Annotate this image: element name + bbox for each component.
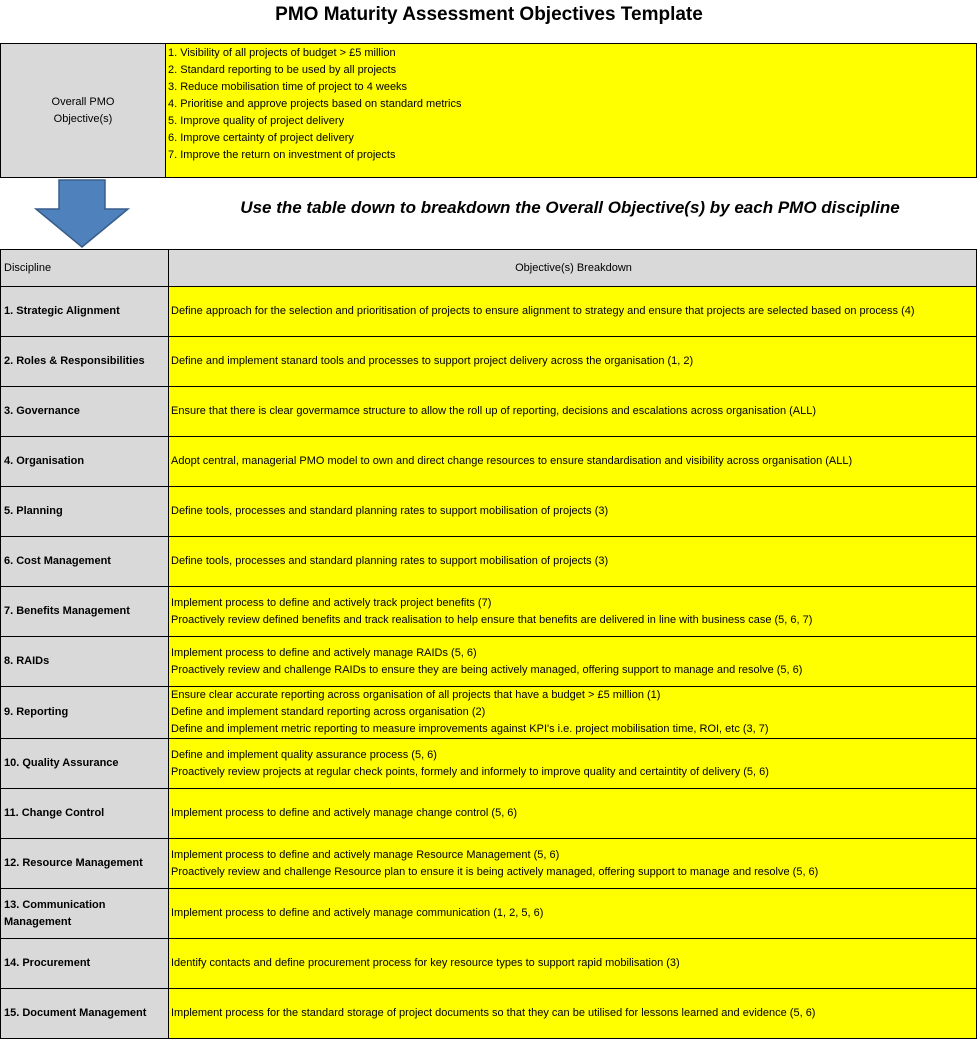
header-breakdown: Objective(s) Breakdown	[169, 250, 977, 287]
table-row	[1, 437, 977, 487]
page-title: PMO Maturity Assessment Objectives Template	[275, 4, 703, 25]
table-row	[1, 789, 977, 839]
overall-label-line-2: Objective(s)	[53, 112, 113, 125]
table-row	[1, 989, 977, 1039]
overall-label-line-1: Overall PMO	[51, 95, 115, 108]
breakdown-line: Implement process to define and actively manage change control (5, 6)	[171, 807, 518, 819]
breakdown-line: Define approach for the selection and prioritisation of projects to ensure alignment to strategy and ensure that projects are selected based on process (4)	[171, 305, 915, 317]
discipline-cell[interactable]: 5. Planning	[1, 487, 169, 537]
breakdown-cell[interactable]	[169, 789, 977, 839]
discipline-cell[interactable]: 13. Communication Management	[1, 889, 169, 939]
table-header-row	[1, 250, 977, 287]
discipline-cell[interactable]: 4. Organisation	[1, 437, 169, 487]
overall-objective-3: 3. Reduce mobilisation time of project to 4 weeks	[168, 81, 408, 93]
breakdown-cell[interactable]	[169, 537, 977, 587]
breakdown-cell[interactable]	[169, 587, 977, 637]
discipline-cell[interactable]: 9. Reporting	[1, 687, 169, 739]
breakdown-line: Implement process to define and actively manage RAIDs (5, 6)	[171, 646, 477, 659]
breakdown-line: Define and implement stanard tools and processes to support project delivery across the organisation (1, 2)	[171, 355, 694, 367]
breakdown-cell[interactable]	[169, 637, 977, 687]
instruction-subtitle: Use the table down to breakdown the Overall Objective(s) by each PMO discipline	[240, 198, 900, 217]
breakdown-line: Ensure clear accurate reporting across organisation of all projects that have a budget > £5 million (1)	[171, 689, 661, 701]
breakdown-line: Implement process for the standard storage of project documents so that they can be utilised for lessons learned and evidence (5, 6)	[171, 1007, 816, 1019]
discipline-cell[interactable]: 8. RAIDs	[1, 637, 169, 687]
overall-objective-6: 6. Improve certainty of project delivery	[168, 132, 354, 144]
breakdown-cell[interactable]	[169, 337, 977, 387]
table-row	[1, 637, 977, 687]
breakdown-cell[interactable]	[169, 437, 977, 487]
breakdown-cell[interactable]	[169, 939, 977, 989]
overall-objective-7: 7. Improve the return on investment of projects	[168, 149, 396, 161]
breakdown-line: Implement process to define and actively manage communication (1, 2, 5, 6)	[171, 907, 544, 919]
overall-objective-2: 2. Standard reporting to be used by all projects	[168, 64, 397, 76]
overall-objective-1: 1. Visibility of all projects of budget > £5 million	[168, 47, 396, 59]
breakdown-cell[interactable]	[169, 387, 977, 437]
discipline-cell[interactable]: 1. Strategic Alignment	[1, 287, 169, 337]
overall-objectives-label	[1, 44, 166, 178]
breakdown-line: Implement process to define and actively track project benefits (7)	[171, 596, 492, 609]
breakdown-line: Define tools, processes and standard planning rates to support mobilisation of projects (3)	[171, 505, 609, 517]
breakdown-cell[interactable]	[169, 739, 977, 789]
table-row	[1, 387, 977, 437]
overall-objective-4: 4. Prioritise and approve projects based on standard metrics	[168, 98, 462, 110]
table-row	[1, 739, 977, 789]
discipline-cell[interactable]: 3. Governance	[1, 387, 169, 437]
breakdown-line: Proactively review and challenge RAIDs to ensure they are being actively managed, offering support to manage and resolve (5, 6)	[171, 663, 803, 676]
discipline-cell[interactable]: 2. Roles & Responsibilities	[1, 337, 169, 387]
breakdown-line: Proactively review defined benefits and track realisation to help ensure that benefits are delivered in line with business case (5, 6, 7)	[171, 613, 813, 626]
table-row	[1, 537, 977, 587]
table-row	[1, 839, 977, 889]
discipline-cell[interactable]: 15. Document Management	[1, 989, 169, 1039]
overall-objective-5: 5. Improve quality of project delivery	[168, 115, 345, 127]
breakdown-line: Ensure that there is clear govermamce structure to allow the roll up of reporting, decisions and escalations across organisation (ALL)	[171, 405, 817, 417]
breakdown-line: Define tools, processes and standard planning rates to support mobilisation of projects (3)	[171, 555, 609, 567]
header-discipline: Discipline	[1, 250, 169, 287]
breakdown-cell[interactable]	[169, 487, 977, 537]
discipline-cell[interactable]: 10. Quality Assurance	[1, 739, 169, 789]
table-row	[1, 889, 977, 939]
overall-objectives-list[interactable]	[166, 44, 977, 178]
table-row	[1, 587, 977, 637]
breakdown-line: Identify contacts and define procurement process for key resource types to support rapid mobilisation (3)	[171, 957, 680, 969]
breakdown-line: Define and implement quality assurance process (5, 6)	[171, 748, 437, 761]
breakdown-line: Proactively review projects at regular check points, formely and informely to improve quality and certaintity of delivery (5, 6)	[171, 765, 769, 778]
discipline-cell[interactable]: 6. Cost Management	[1, 537, 169, 587]
breakdown-line: Define and implement standard reporting across organisation (2)	[171, 706, 486, 718]
table-row	[1, 687, 977, 739]
breakdown-line: Implement process to define and actively manage Resource Management (5, 6)	[171, 848, 560, 861]
discipline-cell[interactable]: 7. Benefits Management	[1, 587, 169, 637]
overall-objectives-table	[0, 43, 977, 178]
discipline-cell[interactable]: 11. Change Control	[1, 789, 169, 839]
table-row	[1, 487, 977, 537]
breakdown-cell[interactable]	[169, 287, 977, 337]
down-arrow-icon	[34, 179, 130, 249]
breakdown-cell[interactable]	[169, 687, 977, 739]
discipline-cell[interactable]: 12. Resource Management	[1, 839, 169, 889]
breakdown-cell[interactable]	[169, 839, 977, 889]
breakdown-cell[interactable]	[169, 989, 977, 1039]
discipline-breakdown-table	[0, 249, 977, 1039]
discipline-cell[interactable]: 14. Procurement	[1, 939, 169, 989]
table-row	[1, 337, 977, 387]
breakdown-line: Proactively review and challenge Resource plan to ensure it is being actively managed, offering support to manage and resolve (5, 6)	[171, 865, 819, 878]
breakdown-cell[interactable]	[169, 889, 977, 939]
table-row	[1, 939, 977, 989]
breakdown-line: Adopt central, managerial PMO model to own and direct change resources to ensure standardisation and visibility across organisation (ALL)	[171, 455, 853, 467]
breakdown-line: Define and implement metric reporting to measure improvements against KPI's i.e. project mobilisation time, ROI, etc (3, 7)	[171, 723, 769, 735]
table-row	[1, 287, 977, 337]
